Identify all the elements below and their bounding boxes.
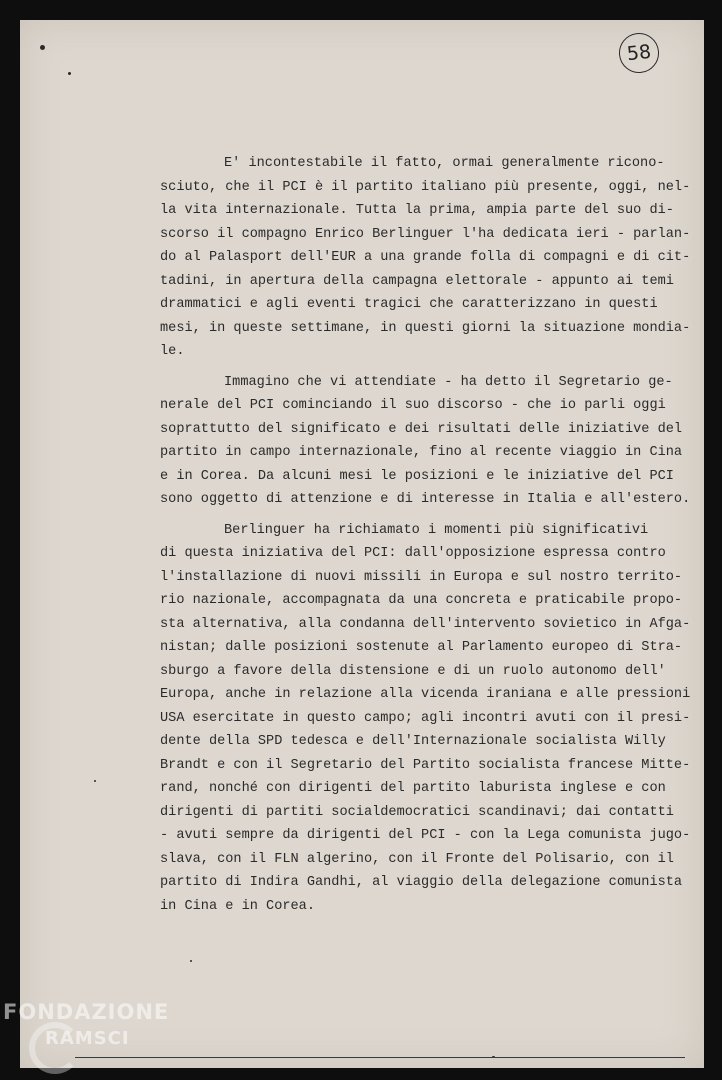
text-line: Immagino che vi attendiate - ha detto il Segretario ge- [224, 374, 673, 390]
paragraph-2 [160, 371, 691, 512]
text-line: soprattutto del significato e dei risultati delle iniziative del [160, 421, 683, 437]
text-line: USA esercitate in questo campo; agli incontri avuti con il presi- [160, 710, 691, 726]
text-line: mesi, in queste settimane, in questi giorni la situazione mondia- [160, 320, 691, 336]
ink-speck [68, 72, 71, 75]
watermark-line2: RAMSCI [45, 1028, 130, 1049]
text-line: tadini, in apertura della campagna elettorale - appunto ai temi [160, 273, 674, 289]
page-number: 58 [617, 31, 661, 75]
text-line: drammatici e agli eventi tragici che caratterizzano in questi [160, 297, 658, 312]
text-line: scorso il compagno Enrico Berlinguer l'ha dedicata ieri - parlan- [160, 226, 691, 242]
text-line: E' incontestabile il fatto, ormai generalmente ricono- [224, 156, 665, 171]
text-line: nistan; dalle posizioni sostenute al Parlamento europeo di Stra- [160, 640, 683, 655]
text-line: le. [160, 344, 185, 359]
text-line: rio nazionale, accompagnata da una concreta e praticabile propo- [160, 593, 683, 608]
text-line: partito di Indira Gandhi, al viaggio della delegazione comunista [160, 875, 683, 890]
ink-speck [40, 45, 45, 50]
text-line: Brandt e con il Segretario del Partito socialista francese Mitte- [160, 757, 691, 773]
text-line: in Cina e in Corea. [160, 898, 315, 914]
paragraph-1 [160, 152, 691, 364]
text-line: Berlinguer ha richiamato i momenti più significativi [224, 522, 649, 538]
text-line: slava, con il FLN algerino, con il Fronte del Polisario, con il [160, 851, 674, 867]
ink-speck [94, 780, 96, 782]
text-line: Europa, anche in relazione alla vicenda iraniana e alle pressioni [160, 687, 691, 702]
text-line: di questa iniziativa del PCI: dall'opposizione espressa contro [160, 546, 666, 561]
text-line: e in Corea. Da alcuni mesi le posizioni e le iniziative del PCI [160, 468, 674, 484]
text-line: sta alternativa, alla condanna dell'intervento sovietico in Afga- [160, 616, 691, 632]
text-line: l'installazione di nuovi missili in Europa e sul nostro territo- [160, 569, 683, 585]
text-line: sburgo a favore della distensione e di un ruolo autonomo dell' [160, 663, 666, 679]
text-line: partito in campo internazionale, fino al recente viaggio in Cina [160, 445, 683, 460]
text-line: rand, nonché con dirigenti del partito laburista inglese e con [160, 781, 666, 796]
text-line: dirigenti di partiti socialdemocratici scandinavi; dai contatti [160, 804, 674, 820]
text-line: sciuto, che il PCI è il partito italiano più presente, oggi, nel- [160, 179, 691, 195]
text-line: do al Palasport dell'EUR a una grande folla di compagni e di cit- [160, 250, 691, 265]
paragraph-3 [160, 519, 691, 919]
text-line: - avuti sempre da dirigenti del PCI - con la Lega comunista jugo- [160, 828, 691, 843]
document-body [160, 152, 691, 925]
text-line: nerale del PCI cominciando il suo discorso - che io parli oggi [160, 398, 666, 413]
text-line: la vita internazionale. Tutta la prima, ampia parte del suo di- [160, 203, 674, 218]
text-line: sono oggetto di attenzione e di interesse in Italia e all'estero. [160, 492, 691, 507]
ink-speck [190, 960, 192, 962]
text-line: dente della SPD tedesca e dell'Internazionale socialista Willy [160, 734, 666, 749]
watermark-logo [3, 1000, 193, 1080]
watermark-line1: FONDAZIONE [3, 1000, 170, 1024]
